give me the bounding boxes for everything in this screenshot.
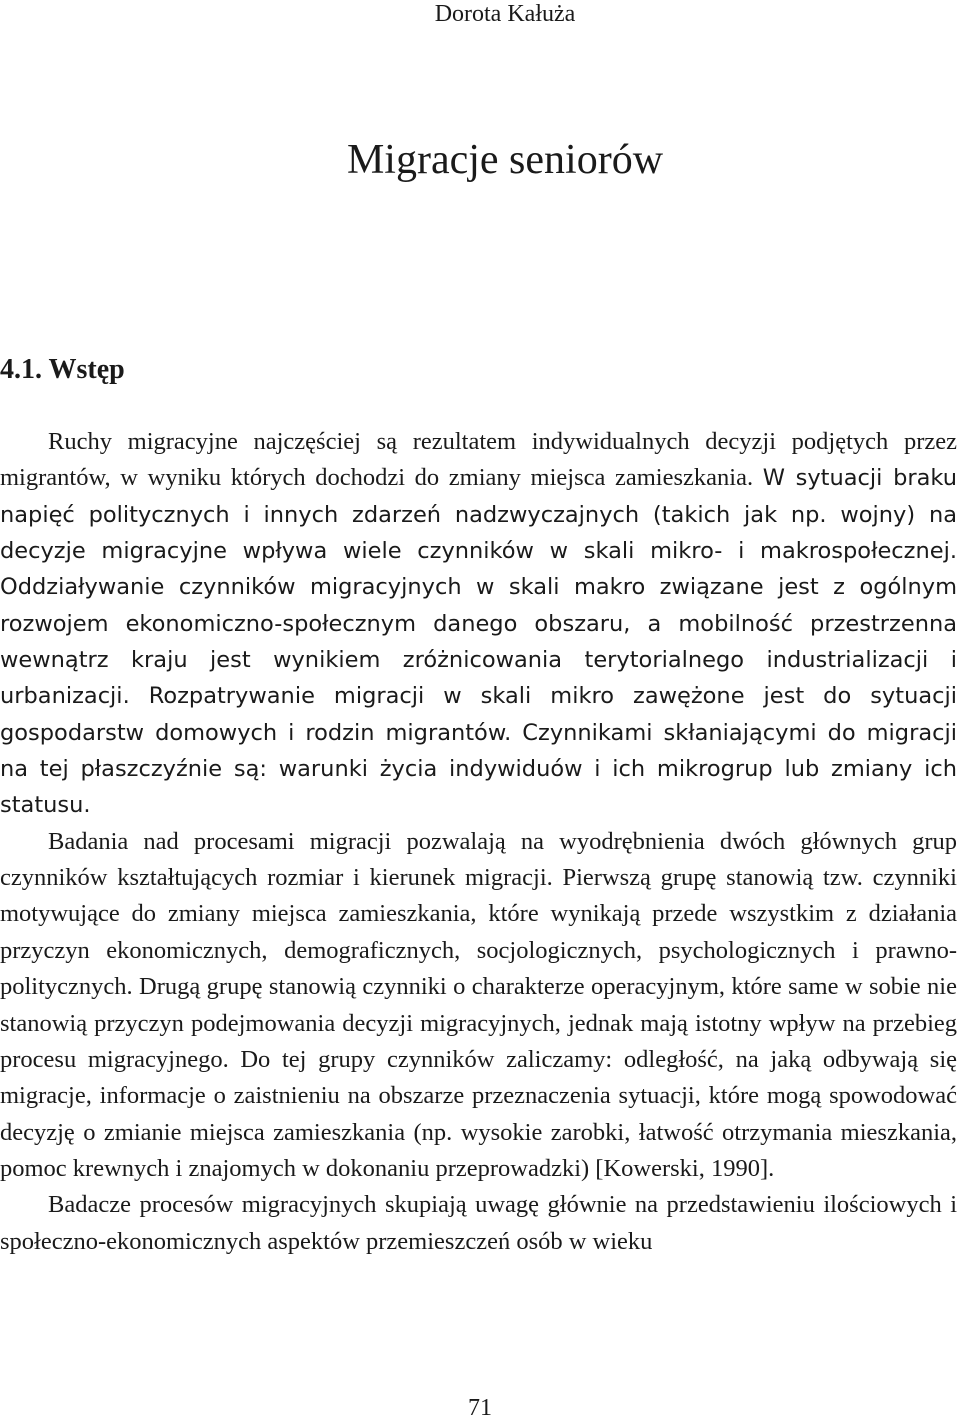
chapter-title: Migracje seniorów	[346, 137, 664, 183]
paragraph-3	[0, 1187, 957, 1260]
author-name: Dorota Kałuża	[434, 1, 576, 27]
paragraph-2	[0, 824, 957, 1187]
section-heading: 4.1. Wstęp	[0, 354, 125, 385]
paragraph-3-segment-1: Badacze procesów migracyjnych skupiają uwagę głównie na przedstawieniu ilościowych i społeczno-ekonomicznych aspektów przemieszczeń osób w wieku	[0, 1191, 957, 1255]
page-number: 71	[468, 1395, 492, 1421]
paragraph-1	[0, 424, 957, 824]
body-text	[0, 424, 957, 1260]
paragraph-1-segment-2: W sytuacji braku napięć politycznych i innych zdarzeń nadzwyczajnych (takich jak np. wojny) na decyzje migracyjne wpływa wiele czynników w skali mikro- i makrospołecznej. Oddziaływanie czynników migracyjnych w skali makro związane jest z ogólnym rozwojem ekonomiczno-społecznym danego obszaru, a mobilność przestrzenna wewnątrz kraju jest wynikiem zróżnicowania terytorialnego industrializacji i urbanizacji. Rozpatrywanie migracji w skali mikro zawężone jest do sytuacji gospodarstw domowych i rodzin migrantów. Czynnikami skłaniającymi do migracji na tej płaszczyźnie są: warunki życia indywiduów i ich mikrogrup lub zmiany ich statusu.	[0, 465, 957, 819]
paragraph-1-segment-1: Ruchy migracyjne najczęściej są rezultatem indywidualnych decyzji podjętych przez migrantów, w wyniku których dochodzi do zmiany miejsca zamieszkania.	[0, 428, 957, 492]
paragraph-2-segment-1: Badania nad procesami migracji pozwalają na wyodrębnienia dwóch głównych grup czynników kształtujących rozmiar i kierunek migracji. Pierwszą grupę stanowią tzw. czynniki motywujące do zmiany miejsca zamieszkania, które wynikają przede wszystkim z działania przyczyn ekonomicznych, demograficznych, socjologicznych, psychologicznych i prawno-politycznych. Drugą grupę stanowią czynniki o charakterze operacyjnym, które same w sobie nie stanowią przyczyn podejmowania decyzji migracyjnych, jednak mają istotny wpływ na przebieg procesu migracyjnego. Do tej grupy czynników zaliczamy: odległość, na jaką odbywają się migracje, informacje o zaistnieniu na obszarze przeznaczenia sytuacji, które mogą spowodować decyzję o zmianie miejsca zamieszkania (np. wysokie zarobki, łatwość otrzymania mieszkania, pomoc krewnych i znajomych w dokonaniu przeprowadzki) [Kowerski, 1990].	[0, 827, 957, 1182]
